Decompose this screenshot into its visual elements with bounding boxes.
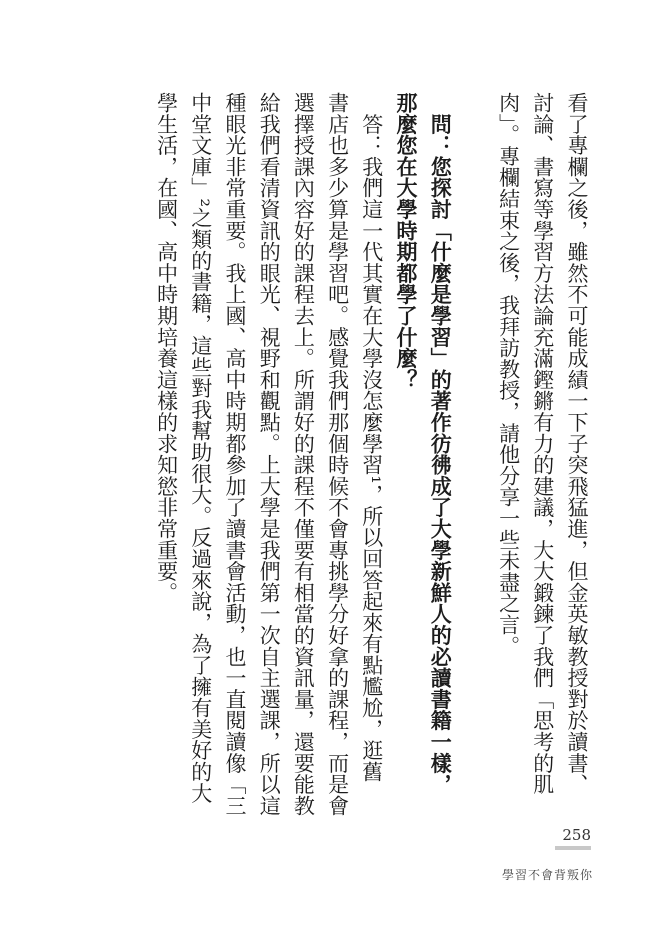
text-column: 選擇授課內容好的課程去上。所謂好的課程不僅要有相當的資訊量，還要能教 [291, 92, 316, 817]
text-column: 那麼您在大學時期都學了什麼？ [394, 92, 418, 391]
text-column: 討論、書寫等學習方法論充滿鏗鏘有力的建議，大大鍛鍊了我們「思考的肌 [530, 92, 555, 795]
text-column: 學生活，在國、高中時期培養這樣的求知慾非常重要。 [154, 92, 179, 604]
text-column: 給我們看清資訊的眼光、視野和觀點。上大學是我們第一次自主選課，所以這 [257, 92, 282, 817]
text-column: 答：我們這一代其實在大學沒怎麼學習¹，所以回答起來有點尷尬，逛舊 [359, 92, 384, 783]
text-column: 書店也多少算是學習吧。感覺我們那個時候不會專挑學分好拿的課程，而是會 [325, 92, 350, 817]
text-column: 肉」。專欄結束之後，我拜訪教授，請他分享一些未盡之言。 [496, 92, 521, 657]
text-column: 中堂文庫」²之類的書籍，這些對我幫助很大。反過來說，為了擁有美好的大 [188, 92, 213, 804]
text-column: 看了專欄之後，雖然不可能成績一下子突飛猛進，但金英敏教授對於讀書、 [565, 92, 589, 795]
text-column: 問：您探討「什麼是學習」的著作彷彿成了大學新鮮人的必讀書籍一樣， [428, 92, 453, 795]
running-title: 學習不會背叛你 [501, 868, 593, 882]
page-number-rule [555, 846, 591, 850]
text-column: 種眼光非常重要。我上國、高中時期都參加了讀書會活動，也一直閱讀像「三 [223, 92, 247, 817]
page-number: 258 [562, 826, 591, 844]
